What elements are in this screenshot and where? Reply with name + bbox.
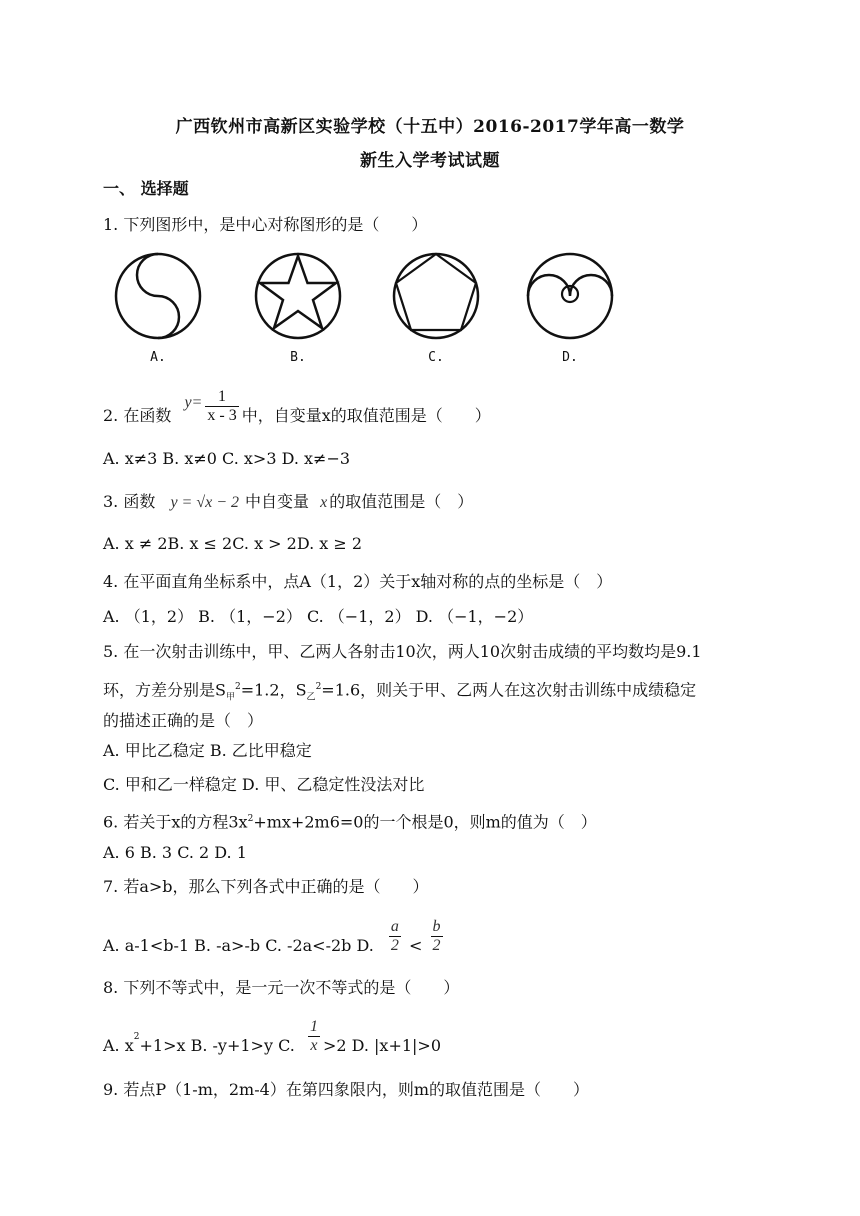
question-5-options-2: C. 甲和乙一样稳定 D. 甲、乙稳定性没法对比	[103, 775, 425, 794]
question-3-options: A. x ≠ 2B. x ≤ 2C. x > 2D. x ≥ 2	[103, 534, 363, 553]
question-8-options	[103, 1018, 441, 1058]
q2-prefix: 2. 在函数	[103, 406, 172, 425]
heart-arcs-circle-icon	[517, 248, 623, 348]
q7-less-than: <	[409, 936, 423, 955]
q7-frac-a	[389, 918, 401, 955]
q2-fraction	[205, 388, 238, 425]
q3-func: y = √x − 2	[170, 494, 240, 511]
question-3-text	[103, 492, 473, 513]
figure-label-b: B.	[290, 350, 306, 365]
q7-frac-b-den: 2	[432, 937, 441, 954]
pentagon-in-circle-icon	[383, 248, 489, 348]
q3-suffix: 的取值范围是（ ）	[329, 492, 474, 511]
figure-option-d	[517, 248, 623, 373]
q3-prefix: 3. 函数	[103, 492, 156, 511]
q2-func-y: y=	[184, 394, 203, 411]
yin-yang-circle-icon	[105, 248, 211, 348]
question-7-text: 7. 若a>b，那么下列各式中正确的是（ ）	[103, 877, 429, 896]
figure-option-c	[383, 248, 489, 373]
question-1-text: 1. 下列图形中，是中心对称图形的是（ ）	[103, 215, 428, 234]
q7-options-prefix: A. a-1<b-1 B. -a>-b C. -2a<-2b D.	[103, 936, 374, 955]
question-2-text	[103, 388, 491, 438]
q8-frac	[308, 1018, 320, 1055]
q6-sup: 2	[247, 814, 254, 824]
question-8-text: 8. 下列不等式中，是一元一次不等式的是（ ）	[103, 978, 460, 997]
q2-suffix: 中，自变量x的取值范围是（ ）	[241, 406, 491, 425]
question-6-options: A. 6 B. 3 C. 2 D. 1	[103, 843, 247, 862]
section-heading: 一、 选择题	[103, 179, 189, 198]
question-5-line3: 的描述正确的是（ ）	[103, 711, 264, 730]
q5-sup-1: 2	[234, 682, 241, 692]
question-4-options: A. （1，2） B. （1，−2） C. （−1，2） D. （−1，−2）	[103, 607, 534, 626]
question-9-text: 9. 若点P（1-m，2m-4）在第四象限内，则m的取值范围是（ ）	[103, 1080, 589, 1099]
q8-frac-den: x	[310, 1037, 318, 1054]
star-in-circle-icon	[245, 248, 351, 348]
q7-frac-a-num: a	[390, 918, 399, 935]
figure-option-b	[245, 248, 351, 373]
q5-text-a: 环，方差分别是S	[103, 680, 226, 700]
figure-label-c: C.	[428, 350, 444, 365]
q8-opt-a-rest: +1>x B. -y+1>y C.	[139, 1036, 295, 1055]
question-5-options-1: A. 甲比乙稳定 B. 乙比甲稳定	[103, 741, 312, 760]
q2-frac-num: 1	[205, 388, 238, 407]
q7-frac-b-num: b	[432, 918, 441, 935]
q5-sub-jia: 甲	[225, 692, 235, 703]
q8-opt-a: A. x	[103, 1036, 134, 1055]
q7-frac-a-den: 2	[390, 937, 399, 954]
figure-label-a: A.	[150, 350, 166, 365]
question-4-text: 4. 在平面直角坐标系中，点A（1，2）关于x轴对称的点的坐标是（ ）	[103, 572, 613, 591]
q6-text-a: 6. 若关于x的方程3x	[103, 812, 248, 832]
question-5-line2	[103, 677, 696, 708]
q2-frac-den: x - 3	[207, 407, 237, 424]
exam-title-line2: 新生入学考试试题	[360, 151, 500, 171]
q5-text-b: =1.2，S	[240, 680, 307, 700]
q5-sub-yi: 乙	[306, 692, 316, 703]
q8-opt-c-rest: >2 D. |x+1|>0	[322, 1036, 442, 1055]
q5-text-c: =1.6，则关于甲、乙两人在这次射击训练中成绩稳定	[321, 680, 697, 700]
q5-sup-2: 2	[315, 682, 322, 692]
question-6-text	[103, 809, 597, 832]
exam-title-line1: 广西钦州市高新区实验学校（十五中）2016-2017学年高一数学	[175, 117, 685, 137]
q3-var: x	[320, 494, 328, 511]
figure-label-d: D.	[562, 350, 578, 365]
question-2-options: A. x≠3 B. x≠0 C. x>3 D. x≠−3	[103, 449, 351, 468]
question-7-options	[103, 918, 446, 958]
q3-mid: 中自变量	[245, 492, 310, 511]
question-1-figures	[105, 248, 625, 373]
q8-opt-a-sup: 2	[133, 1031, 140, 1042]
q8-frac-num: 1	[309, 1018, 318, 1035]
figure-option-a	[105, 248, 211, 373]
question-5-line1: 5. 在一次射击训练中，甲、乙两人各射击10次，两人10次射击成绩的平均数均是9.1	[103, 642, 702, 661]
q6-text-b: +mx+2m6=0的一个根是0，则m的值为（ ）	[253, 812, 597, 832]
q7-frac-b	[431, 918, 443, 955]
